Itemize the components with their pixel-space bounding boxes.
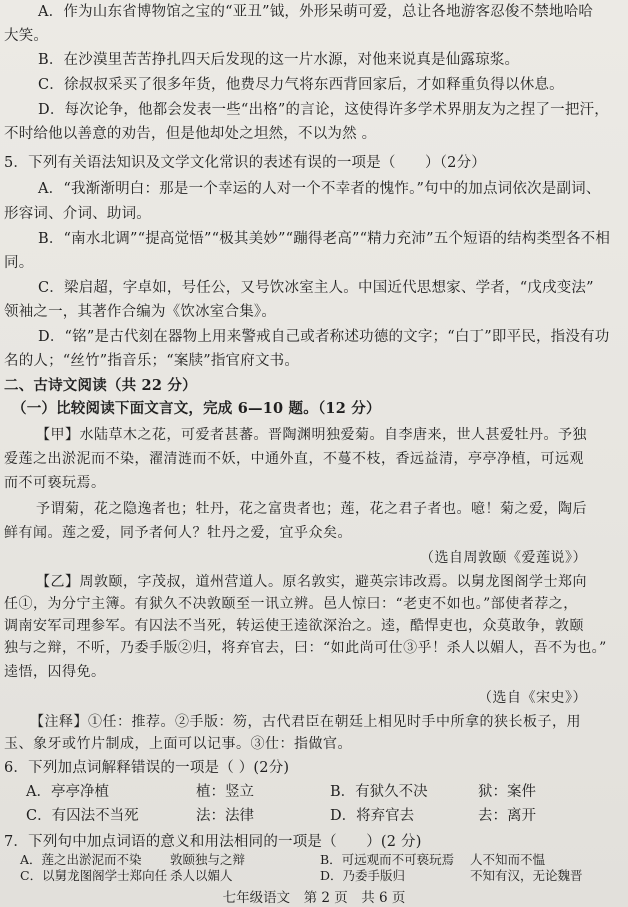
text-line: 爱莲之出淤泥而不染，濯清涟而不妖，中通外直，不蔓不枝，香远益清，亭亭净植，可远观 (4, 451, 584, 467)
text-line: 予谓菊，花之隐逸者也；牡丹，花之富贵者也；莲，花之君子者也。噫！菊之爱，陶后 (36, 501, 587, 517)
option-right: D．将弃官去 (330, 808, 415, 824)
text-line: C．徐叔叔采买了很多年货，他费尽力气将东西背回家后，才如释重负得以休息。 (38, 77, 564, 93)
text-line: A．作为山东省博物馆之宝的“亚丑”钺，外形呆萌可爱，总让各地游客忍俊不禁地哈哈 (38, 4, 594, 20)
option-comparison: 敦颐独与之辩 (170, 852, 246, 867)
option-comparison: 不知有汉，无论魏晋 (470, 868, 583, 883)
text-line: （选自周敦颐《爱莲说》） (420, 550, 587, 566)
option-right-explanation: 去：离开 (478, 808, 536, 824)
option-left: D．乃委手版归 (320, 868, 406, 883)
text-line: 不时给他以善意的劝告，但是他却处之坦然，不以为然 。 (4, 126, 377, 142)
text-line: 玉、象牙或竹片制成，上面可以记事。③仕：指做官。 (4, 736, 352, 752)
page-footer: 七年级语文 第 2 页 共 6 页 (222, 890, 406, 906)
text-line: B．“南水北调”“提高觉悟”“极其美妙”“蹦得老高”“精力充沛”五个短语的结构类型各不相 (38, 231, 611, 247)
option-left: C．以舅龙图阁学士郑向任 (20, 868, 168, 883)
option-left: A．亭亭净植 (26, 784, 109, 800)
text-line: 领袖之一，其著作合编为《饮冰室合集》。 (4, 304, 277, 320)
text-line: 名的人；“丝竹”指音乐；“案牍”指官府文书。 (4, 353, 300, 369)
text-line: 【甲】水陆草木之花，可爱者甚蕃。晋陶渊明独爱菊。自李唐来，世人甚爱牡丹。予独 (36, 427, 587, 443)
text-line: 同。 (4, 255, 34, 271)
text-line: （一）比较阅读下面文言文，完成 6—10 题。（12 分） (12, 400, 381, 417)
text-line: 6．下列加点词解释错误的一项是（ ）(2分) (4, 760, 290, 776)
text-line: A．“我渐渐明白：那是一个幸运的人对一个不幸者的愧怍。”句中的加点词依次是副词、 (38, 181, 601, 197)
text-line: 鲜有闻。莲之爱，同予者何人？牡丹之爱，宜乎众矣。 (4, 525, 352, 541)
option-right: B．有狱久不决 (330, 784, 428, 800)
option-left: A．莲之出淤泥而不染 (20, 852, 142, 867)
text-line: 逵悟，囚得免。 (4, 664, 106, 680)
text-line: 【乙】周敦颐，字茂叔，道州营道人。原名敦实，避英宗讳改焉。以舅龙图阁学士郑向 (36, 574, 587, 590)
text-line: （选自《宋史》） (478, 690, 587, 706)
text-line: C．梁启超，字卓如，号任公，又号饮冰室主人。中国近代思想家、学者，“戊戌变法” (38, 280, 594, 296)
text-line: D．每次论争，他都会发表一些“出格”的言论，这使得许多学术界朋友为之捏了一把汗， (38, 102, 609, 118)
option-left: B．可远观而不可亵玩焉 (320, 852, 455, 867)
option-comparison: 人不知而不愠 (470, 852, 546, 867)
text-line: D．“铭”是古代刻在器物上用来警戒自己或者称述功德的文字；“白丁”即平民，指没有功 (38, 329, 610, 345)
option-left-explanation: 植：竖立 (196, 784, 254, 800)
option-right-explanation: 狱：案件 (478, 784, 536, 800)
text-line: 7．下列句中加点词语的意义和用法相同的一项是（ ）(2 分) (4, 834, 422, 850)
text-line: 大笑。 (4, 28, 49, 44)
option-left: C．有囚法不当死 (26, 808, 139, 824)
text-line: B．在沙漠里苦苦挣扎四天后发现的这一片水源，对他来说真是仙露琼浆。 (38, 52, 520, 68)
text-line: 而不可亵玩焉。 (4, 475, 106, 491)
text-line: 5．下列有关语法知识及文学文化常识的表述有误的一项是（ ）（2分） (4, 155, 486, 171)
option-comparison: 杀人以媚人 (170, 868, 233, 883)
text-line: 调南安军司理参军。有囚法不当死，转运使王逵欲深治之。逵，酷悍吏也，众莫敢争，敦颐 (4, 618, 584, 634)
text-line: 二、古诗文阅读（共 22 分） (4, 377, 197, 394)
text-line: 【注释】①任：推荐。②手版：笏，古代君臣在朝廷上相见时手中所拿的狭长板子，用 (30, 714, 581, 730)
option-left-explanation: 法：法律 (196, 808, 254, 824)
text-line: 形容词、介词、助词。 (4, 206, 151, 222)
text-line: 独与之辩，不听，乃委手版②归，将弃官去，曰：“如此尚可仕③乎！杀人以媚人，吾不为也。” (4, 640, 607, 656)
text-line: 任①，为分宁主簿。有狱久不决敦颐至一讯立辨。邑人惊曰：“老吏不如也。”部使者荐之， (4, 596, 578, 612)
